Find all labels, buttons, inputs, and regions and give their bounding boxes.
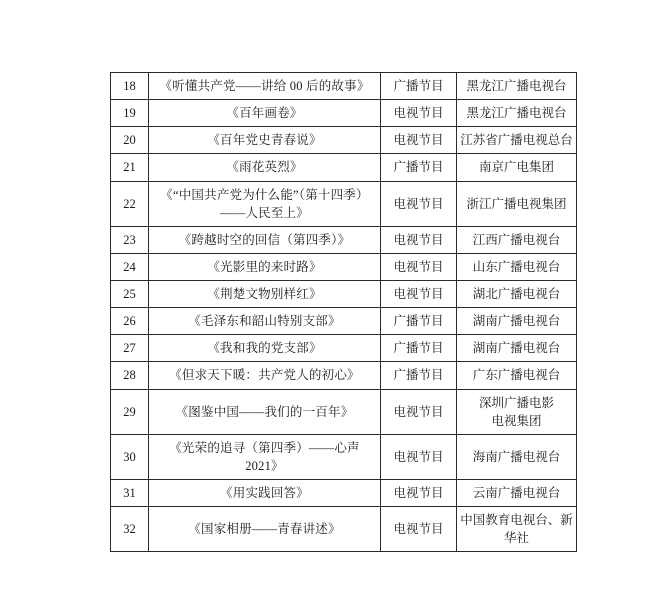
row-index: 31 [111,480,149,507]
table-row [111,335,577,362]
table-row [111,281,577,308]
program-unit-line-1: 中国教育电视台、新 [460,513,573,528]
program-name: 《百年党史青春说》 [149,127,381,154]
row-index: 18 [111,73,149,100]
row-index: 27 [111,335,149,362]
table-row [111,127,577,154]
row-index: 25 [111,281,149,308]
program-category: 电视节目 [381,100,457,127]
program-category: 电视节目 [381,181,457,226]
program-category: 电视节目 [381,253,457,280]
program-category: 电视节目 [381,480,457,507]
program-category: 电视节目 [381,507,457,552]
program-name: 《光荣的追寻（第四季）——心声 2021》 [149,434,381,479]
table-row [111,480,577,507]
program-unit: 湖南广播电视台 [457,308,577,335]
row-index: 30 [111,434,149,479]
table-row [111,73,577,100]
row-index: 28 [111,362,149,389]
program-unit: 浙江广播电视集团 [457,181,577,226]
program-name: 《毛泽东和韶山特别支部》 [149,308,381,335]
program-unit: 南京广电集团 [457,154,577,181]
row-index: 22 [111,181,149,226]
program-unit: 黑龙江广播电视台 [457,73,577,100]
row-index: 29 [111,389,149,434]
program-unit-line-2: 电视集团 [491,413,542,428]
row-index: 26 [111,308,149,335]
program-unit: 湖南广播电视台 [457,335,577,362]
program-category: 电视节目 [381,434,457,479]
table-row [111,100,577,127]
row-index: 19 [111,100,149,127]
table-row [111,507,577,552]
program-name: 《光影里的来时路》 [149,253,381,280]
table-row [111,434,577,479]
program-name-line-1: 《“中国共产党为什么能”（第十四季） [160,187,369,202]
program-unit [457,507,577,552]
program-unit: 广东广播电视台 [457,362,577,389]
row-index: 24 [111,253,149,280]
program-name-line-2: ——人民至上》 [220,205,309,220]
program-category: 电视节目 [381,127,457,154]
table-row [111,308,577,335]
program-name: 《但求天下暖：共产党人的初心》 [149,362,381,389]
program-unit: 云南广播电视台 [457,480,577,507]
program-name: 《国家相册——青春讲述》 [149,507,381,552]
row-index: 20 [111,127,149,154]
program-unit: 黑龙江广播电视台 [457,100,577,127]
program-unit: 山东广播电视台 [457,253,577,280]
program-category: 广播节目 [381,362,457,389]
program-category: 电视节目 [381,226,457,253]
row-index: 23 [111,226,149,253]
program-category: 广播节目 [381,308,457,335]
program-unit [457,389,577,434]
program-category: 广播节目 [381,154,457,181]
program-name: 《图鉴中国——我们的一百年》 [149,389,381,434]
table-row [111,362,577,389]
program-name: 《用实践回答》 [149,480,381,507]
program-category: 电视节目 [381,389,457,434]
program-unit: 江苏省广播电视总台 [457,127,577,154]
program-unit-line-2: 华社 [503,531,529,546]
table-row [111,389,577,434]
program-unit: 湖北广播电视台 [457,281,577,308]
program-category: 电视节目 [381,281,457,308]
program-name: 《雨花英烈》 [149,154,381,181]
program-category: 广播节目 [381,335,457,362]
table-row [111,226,577,253]
row-index: 21 [111,154,149,181]
table-row [111,154,577,181]
program-unit-line-1: 深圳广播电影 [478,395,554,410]
program-category: 广播节目 [381,73,457,100]
program-name: 《荆楚文物别样红》 [149,281,381,308]
program-name [149,181,381,226]
table-row [111,253,577,280]
program-unit: 海南广播电视台 [457,434,577,479]
program-unit: 江西广播电视台 [457,226,577,253]
table-row [111,181,577,226]
program-name: 《听懂共产党——讲给 00 后的故事》 [149,73,381,100]
program-name: 《我和我的党支部》 [149,335,381,362]
program-list-table [110,72,577,552]
row-index: 32 [111,507,149,552]
program-name: 《百年画卷》 [149,100,381,127]
program-name: 《跨越时空的回信（第四季）》 [149,226,381,253]
